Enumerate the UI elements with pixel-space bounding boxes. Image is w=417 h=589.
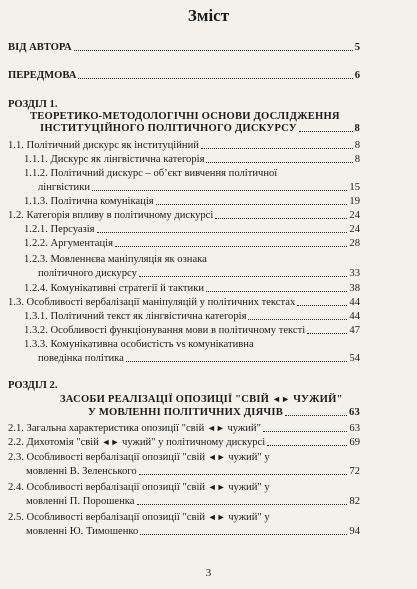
page-ref: 24 [349,224,360,235]
page-ref: 44 [349,311,360,322]
toc-entry-1-3[interactable]: 1.3. Особливості вербалізації маніпуляцій у політичних текстах 44 [8,297,360,308]
toc-entry-2-5-line1: 2.5. Особливості вербалізації опозиції "свій ◄► чужий" у [8,512,270,523]
page-ref: 15 [349,182,360,193]
page-ref: 8 [354,140,360,151]
page-ref: 8 [354,154,360,165]
page-ref: 19 [349,196,360,207]
toc-entry-1-2-4[interactable]: 1.2.4. Комунікативні стратегії й тактики 38 [24,283,360,294]
page-number: 3 [205,567,212,579]
page-ref: 5 [354,42,360,53]
toc-entry-2-1[interactable]: 2.1. Загальна характеристика опозиції "свій ◄► чужий" 63 [8,423,360,434]
toc-entry-vid-avtora[interactable]: ВІД АВТОРА 5 [8,42,360,53]
toc-entry-1-1[interactable]: 1.1. Політичний дискурс як інституційний 8 [8,140,360,151]
toc-entry-1-1-1[interactable]: 1.1.1. Дискурс як лінгвістична категорія 8 [24,154,360,165]
bidirectional-arrow-icon: ◄► [207,482,226,492]
page-ref: 38 [349,283,360,294]
toc-entry-1-2-3-line1: 1.2.3. Мовленнєва маніпуляція як ознака [24,254,207,265]
toc-entry-1-3-1[interactable]: 1.3.1. Політичний текст як лінгвістична категорія 44 [24,311,360,322]
toc-entry-1-3-2[interactable]: 1.3.2. Особливості функціонування мови в політичному тексті 47 [24,325,360,336]
page-ref: 47 [349,325,360,336]
bidirectional-arrow-icon: ◄► [207,512,226,522]
toc-entry-1-1-3[interactable]: 1.1.3. Політична комунікація 19 [24,196,360,207]
page-ref: 54 [349,353,360,364]
section-2-heading: РОЗДІЛ 2. [8,380,58,391]
bidirectional-arrow-icon: ◄► [207,452,226,462]
page-ref: 6 [354,70,360,81]
bidirectional-arrow-icon: ◄► [101,437,120,447]
page-ref: 94 [349,526,360,537]
toc-entry-2-4-line1: 2.4. Особливості вербалізації опозиції "свій ◄► чужий" у [8,482,270,493]
section-2-title-line1: ЗАСОБИ РЕАЛІЗАЦІЇ ОПОЗИЦІЇ "СВІЙ ◄► ЧУЖИЙ" [60,394,343,405]
toc-entry-2-4[interactable]: мовленні П. Порошенка 82 [26,496,360,507]
bidirectional-arrow-icon: ◄► [206,423,225,433]
page-title: Зміст [187,6,230,25]
toc-entry-2-5[interactable]: мовленні Ю. Тимошенко 94 [26,526,360,537]
toc-entry-1-1-2[interactable]: лінгвістики 15 [38,182,360,193]
page-ref: 8 [354,123,360,134]
section-1-heading: РОЗДІЛ 1. [8,99,58,110]
bidirectional-arrow-icon: ◄► [271,394,291,404]
toc-entry-peredmova[interactable]: ПЕРЕДМОВА 6 [8,70,360,81]
toc-entry-2-3[interactable]: мовленні В. Зеленського 72 [26,466,360,477]
page-ref: 33 [349,268,360,279]
toc-entry-1-2[interactable]: 1.2. Категорія впливу в політичному дискурсі 24 [8,210,360,221]
page-ref: 44 [349,297,360,308]
toc-entry-1-1-2-line1: 1.1.2. Політичний дискурс – об’єкт вивчення політичної [24,168,278,179]
page-ref: 69 [349,437,360,448]
page-ref: 82 [349,496,360,507]
toc-entry-1-2-2[interactable]: 1.2.2. Аргументація 28 [24,238,360,249]
page-ref: 63 [349,423,360,434]
section-2-title[interactable]: У МОВЛЕННІ ПОЛІТИЧНИХ ДІЯЧІВ 63 [88,407,360,418]
toc-entry-1-3-3[interactable]: поведінка політика 54 [38,353,360,364]
toc-entry-1-2-3[interactable]: політичного дискурсу 33 [38,268,360,279]
section-1-title[interactable]: ІНСТИТУЦІЙНОГО ПОЛІТИЧНОГО ДИСКУРСУ 8 [40,123,360,134]
page-ref: 63 [349,407,360,418]
toc-entry-1-3-3-line1: 1.3.3. Комунікативна особистість vs комунікативна [24,339,254,350]
section-1-title-line1: ТЕОРЕТИКО-МЕТОДОЛОГІЧНІ ОСНОВИ ДОСЛІДЖЕННЯ [30,111,340,122]
toc-entry-1-2-1[interactable]: 1.2.1. Персуазія 24 [24,224,360,235]
toc-entry-2-3-line1: 2.3. Особливості вербалізації опозиції "свій ◄► чужий" у [8,452,270,463]
page-ref: 28 [349,238,360,249]
page-ref: 24 [349,210,360,221]
page-ref: 72 [349,466,360,477]
toc-entry-2-2[interactable]: 2.2. Дихотомія "свій ◄► чужий" у політичному дискурсі 69 [8,437,360,448]
